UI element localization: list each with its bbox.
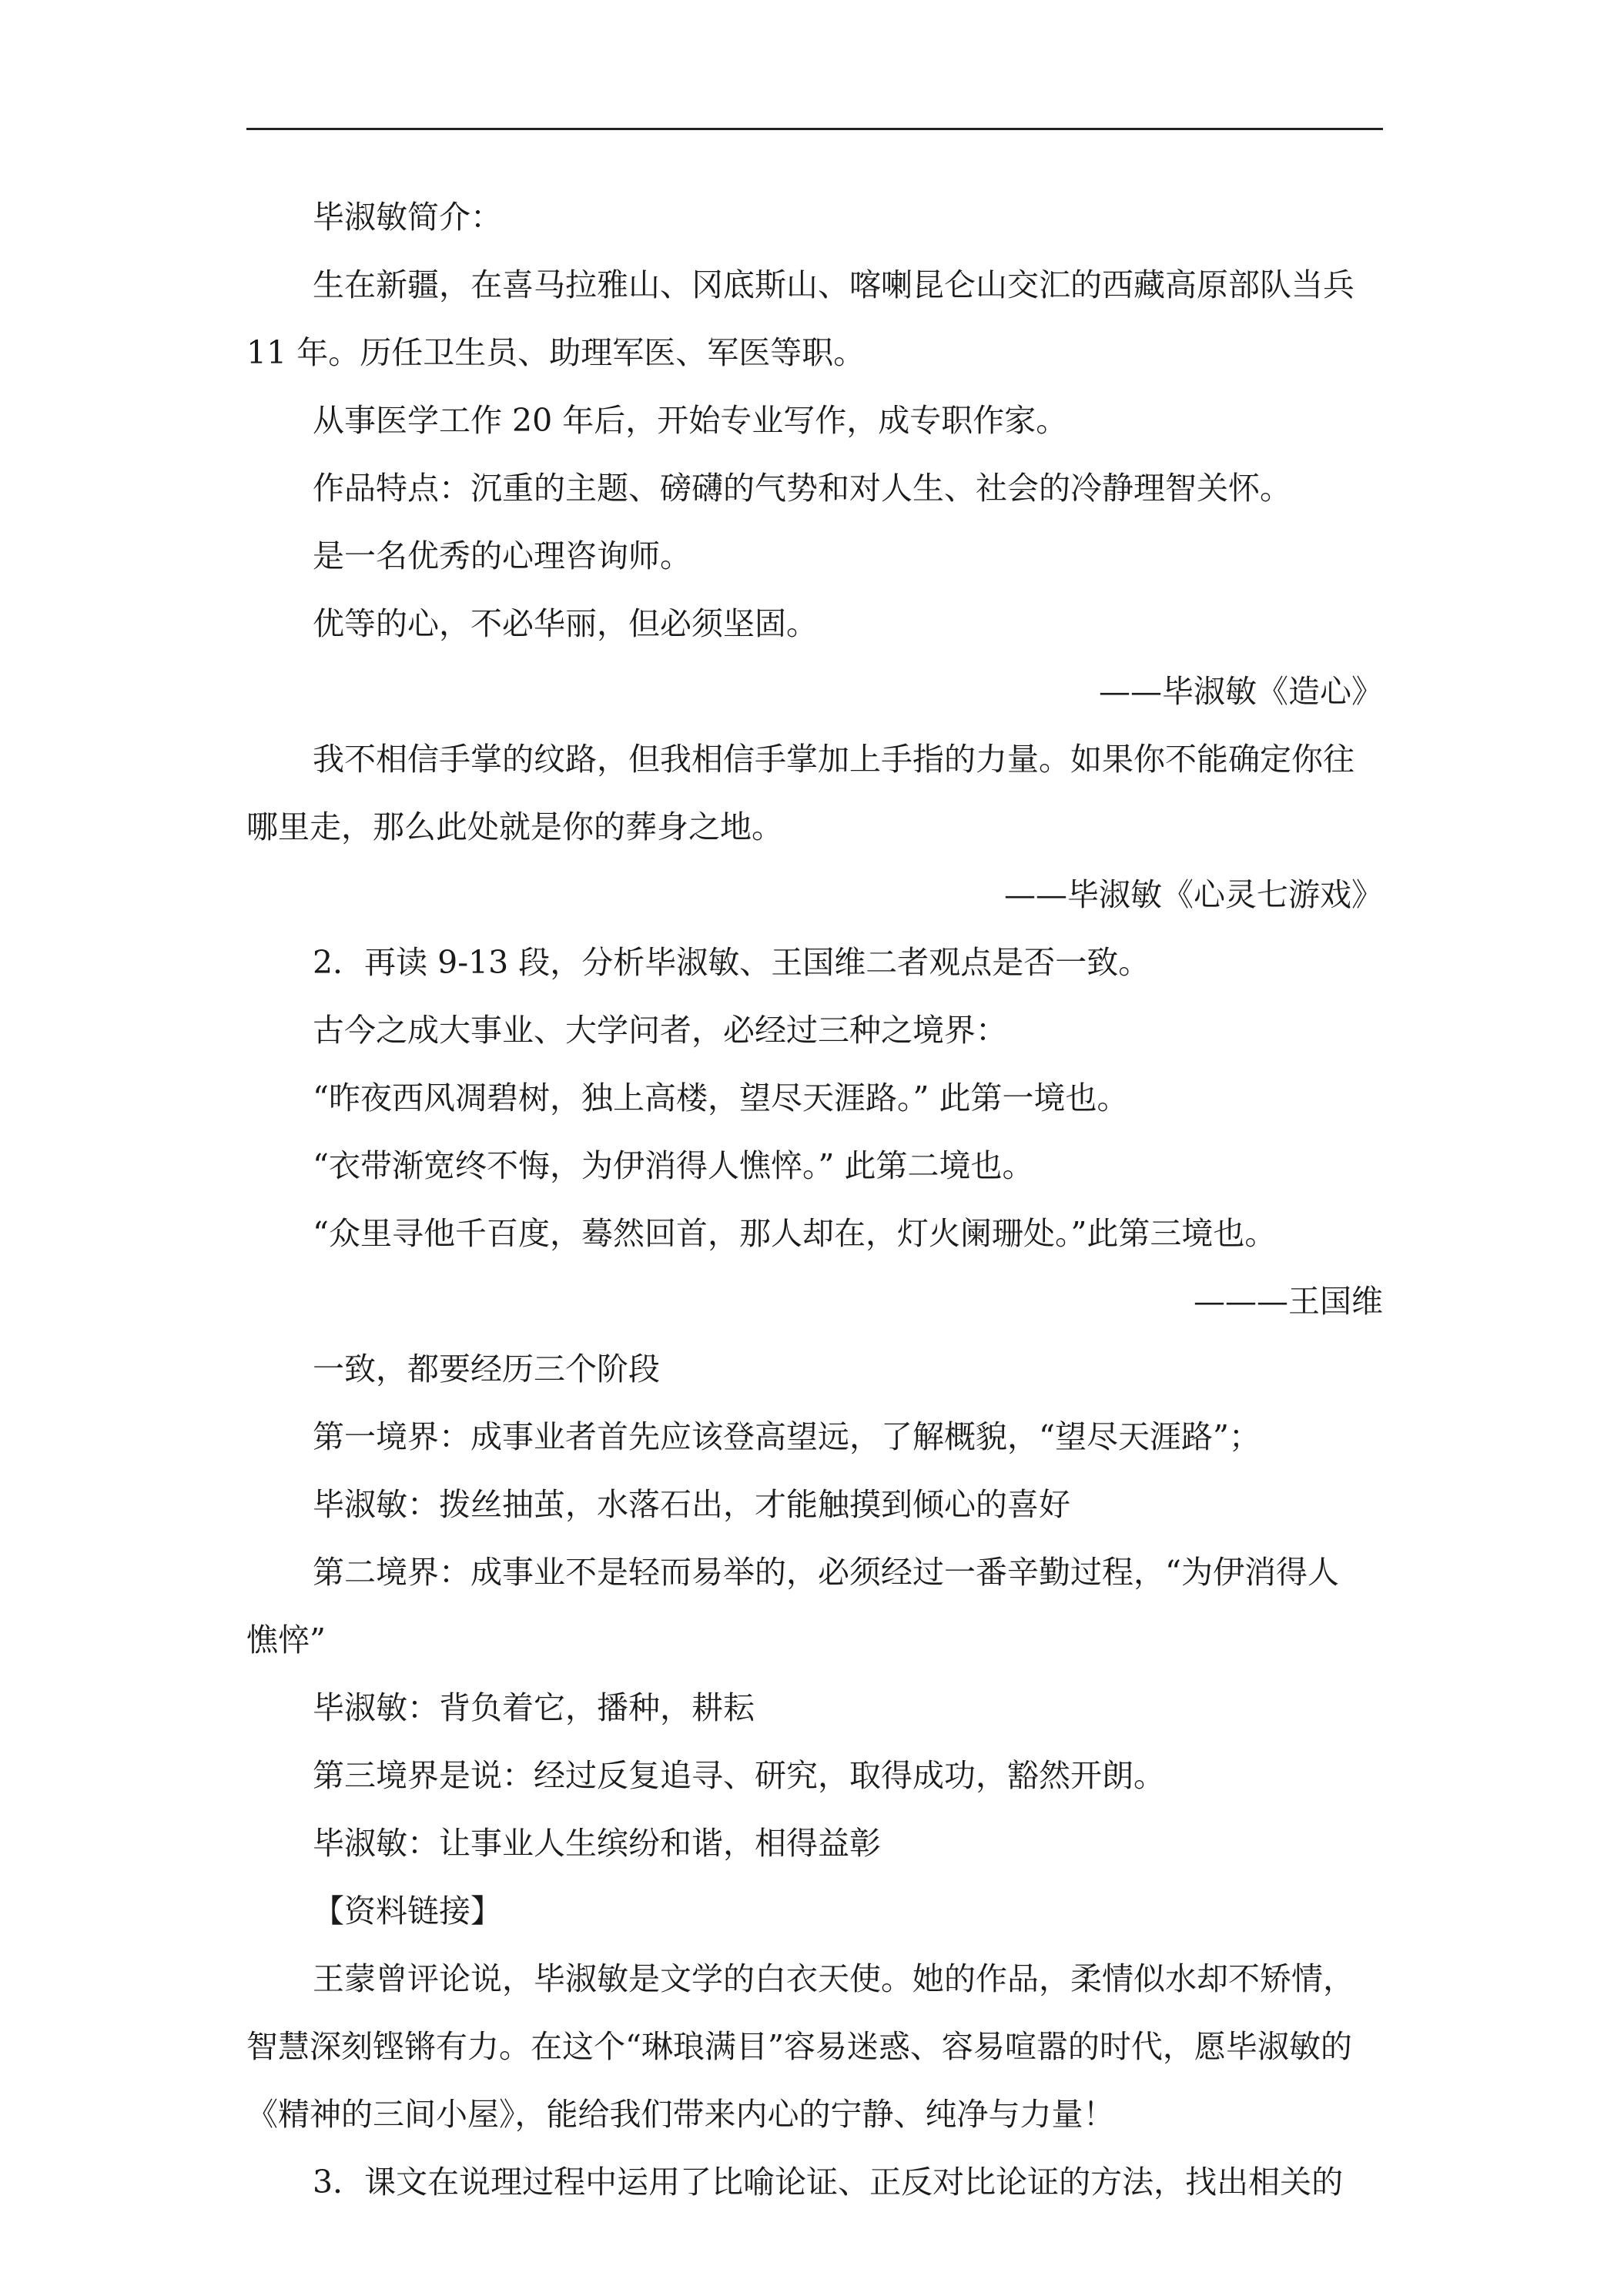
paragraph-line: 王蒙曾评论说，毕淑敏是文学的白衣天使。她的作品，柔情似水却不矫情，	[313, 1960, 1354, 1997]
answer-line: 第二境界：成事业不是轻而易举的，必须经过一番辛勤过程，“为伊消得人	[313, 1554, 1339, 1591]
paragraph-line: 从事医学工作 20 年后，开始专业写作，成专职作家。	[313, 402, 1068, 439]
answer-line: 一致，都要经历三个阶段	[313, 1350, 660, 1387]
document-body	[246, 183, 1383, 2216]
paragraph-line: 作品特点：沉重的主题、磅礴的气势和对人生、社会的冷静理智关怀。	[313, 470, 1291, 507]
answer-line: 毕淑敏：让事业人生缤纷和谐，相得益彰	[313, 1825, 881, 1862]
answer-line: 毕淑敏：拨丝抽茧，水落石出，才能触摸到倾心的喜好	[313, 1486, 1070, 1523]
quote-attribution: ———王国维	[1194, 1283, 1383, 1320]
quote-attribution: ——毕淑敏《心灵七游戏》	[1004, 876, 1383, 913]
quote-line: 哪里走，那么此处就是你的葬身之地。	[246, 808, 783, 845]
resource-link-heading: 【资料链接】	[313, 1893, 502, 1930]
poem-line: “衣带渐宽终不悔，为伊消得人憔悴。” 此第二境也。	[313, 1147, 1034, 1184]
header-rule	[246, 128, 1383, 130]
question-3: 3．课文在说理过程中运用了比喻论证、正反对比论证的方法，找出相关的	[313, 2164, 1344, 2201]
quote-attribution: ——毕淑敏《造心》	[1099, 673, 1383, 710]
quote-line: 我不相信手掌的纹路，但我相信手掌加上手指的力量。如果你不能确定你往	[313, 741, 1354, 778]
answer-line: 憔悴”	[246, 1622, 326, 1658]
paragraph-line: 古今之成大事业、大学问者，必经过三种之境界：	[313, 1012, 1007, 1049]
question-2: 2．再读 9-13 段，分析毕淑敏、王国维二者观点是否一致。	[313, 944, 1150, 981]
intro-heading: 毕淑敏简介：	[313, 199, 502, 236]
paragraph-line: 智慧深刻铿锵有力。在这个“琳琅满目”容易迷惑、容易喧嚣的时代，愿毕淑敏的	[246, 2028, 1352, 2065]
answer-line: 第三境界是说：经过反复追寻、研究，取得成功，豁然开朗。	[313, 1757, 1165, 1794]
answer-line: 毕淑敏：背负着它，播种，耕耘	[313, 1689, 755, 1726]
quote-line: 优等的心，不必华丽，但必须坚固。	[313, 605, 818, 642]
paragraph-line: 《精神的三间小屋》，能给我们带来内心的宁静、纯净与力量！	[246, 2096, 1115, 2133]
paragraph-line: 是一名优秀的心理咨询师。	[313, 537, 691, 574]
paragraph-line: 11 年。历任卫生员、助理军医、军医等职。	[246, 334, 866, 371]
answer-line: 第一境界：成事业者首先应该登高望远，了解概貌，“望尽天涯路”；	[313, 1418, 1261, 1455]
poem-line: “众里寻他千百度，蓦然回首，那人却在，灯火阑珊处。”此第三境也。	[313, 1215, 1277, 1252]
poem-line: “昨夜西风凋碧树，独上高楼，望尽天涯路。” 此第一境也。	[313, 1079, 1129, 1116]
paragraph-line: 生在新疆，在喜马拉雅山、冈底斯山、喀喇昆仑山交汇的西藏高原部队当兵	[313, 266, 1354, 303]
